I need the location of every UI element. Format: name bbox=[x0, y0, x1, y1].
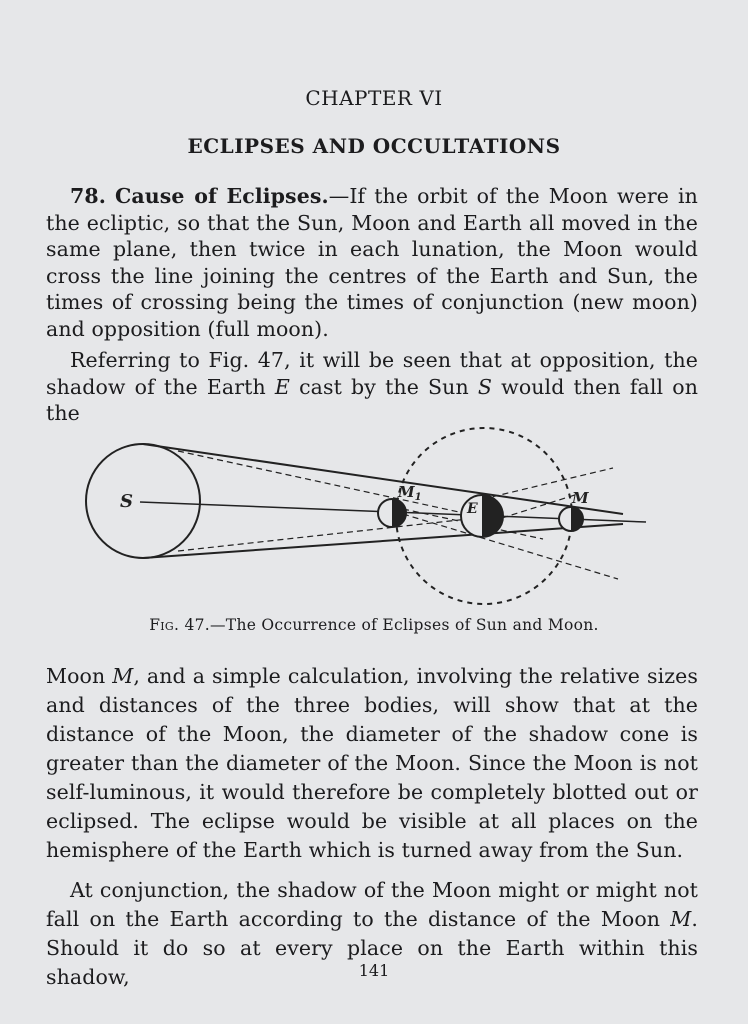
paragraph-text: cast by the Sun bbox=[289, 374, 478, 399]
section-number: 78. bbox=[70, 184, 106, 208]
earth-shadow bbox=[482, 495, 503, 537]
chapter-heading: CHAPTER VI bbox=[305, 86, 443, 110]
moon-m1-shadow bbox=[392, 499, 406, 527]
figure-caption-label: Fig. 47. bbox=[149, 616, 210, 634]
outer-tangent-lower bbox=[143, 524, 623, 558]
paragraph-text: would then fall on the bbox=[46, 374, 698, 425]
dashed-ray-4 bbox=[483, 468, 613, 499]
paragraph-text: . Should it do so at every place on the Earth within this shadow, bbox=[46, 907, 698, 989]
paragraph-text: Referring to Fig. 47, it will be seen that at opposition, the shadow of the Earth bbox=[46, 348, 698, 399]
paragraph-text: At conjunction, the shadow of the Moon might or might not fall on the Earth according to the distance of the Moon bbox=[46, 878, 698, 931]
paragraph-opposition bbox=[46, 347, 698, 427]
variable-m: M bbox=[670, 907, 692, 931]
page-number: 141 bbox=[358, 961, 390, 980]
figure-caption-text: —The Occurrence of Eclipses of Sun and Moon. bbox=[210, 616, 599, 634]
label-sun: S bbox=[120, 491, 133, 512]
chapter-title: ECLIPSES AND OCCULTATIONS bbox=[187, 134, 561, 158]
label-moon-m1: $M_1$ bbox=[398, 483, 422, 503]
paragraph-text: —If the orbit of the Moon were in the ecliptic, so that the Sun, Moon and Earth all moved in the same plane, then twice in each lunation, the Moon would cross the line joining the centres of the Earth and Sun, the times of crossing being the times of conjunction (new moon) and opposition (full moon). bbox=[46, 184, 698, 341]
paragraph-moon-eclipse bbox=[46, 662, 698, 865]
figure-caption bbox=[0, 616, 748, 634]
label-earth: E bbox=[467, 501, 478, 517]
paragraph-text: , and a simple calculation, involving the relative sizes and distances of the three bodies, will show that at the distance of the Moon, the diameter of the shadow cone is greater than the diameter of the Moon. Since the Moon is not self-luminous, it would therefore be completely blotted out or eclipsed. The eclipse would be visible at all places on the hemisphere of the Earth which is turned away from the Sun. bbox=[46, 664, 698, 862]
label-moon-m: M bbox=[572, 489, 589, 507]
dashed-ray-3 bbox=[403, 514, 618, 579]
variable-s: S bbox=[477, 374, 493, 399]
paragraph-cause-of-eclipses bbox=[46, 183, 698, 342]
paragraph-text: Moon bbox=[46, 664, 113, 688]
variable-m: M bbox=[112, 664, 134, 688]
variable-e: E bbox=[274, 374, 290, 399]
eclipse-diagram bbox=[78, 424, 658, 614]
section-heading: Cause of Eclipses. bbox=[114, 184, 329, 208]
sun-circle bbox=[86, 444, 200, 558]
